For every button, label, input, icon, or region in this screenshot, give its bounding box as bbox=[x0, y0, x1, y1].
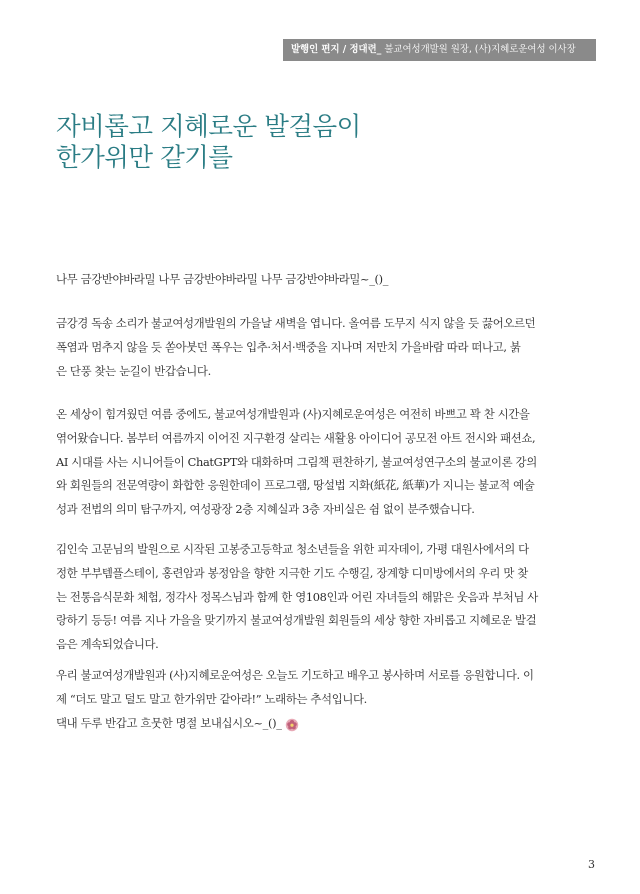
title-line-1: 자비롭고 지혜로운 발걸음이 bbox=[56, 112, 361, 142]
paragraph-line: 제 “더도 말고 덜도 말고 한가위만 같아라!” 노래하는 추석입니다. bbox=[56, 691, 367, 706]
paragraph-line: 음은 계속되었습니다. bbox=[56, 637, 159, 652]
publisher-label: 발행인 편지 / 정대련_ bbox=[291, 44, 382, 55]
paragraph-line: 정한 부부템플스테이, 홍련암과 봉정암을 향한 지극한 기도 수행길, 장계향 디미방에서의 우리 맛 찾 bbox=[56, 565, 528, 580]
paragraph-line: 은 단풍 찾는 눈길이 반갑습니다. bbox=[56, 363, 211, 378]
paragraph-line: 나무 금강반야바라밀 나무 금강반야바라밀 나무 금강반야바라밀~_()_ bbox=[56, 272, 389, 286]
paragraph-5 bbox=[56, 664, 596, 735]
paragraph-line: 김인숙 고문님의 발원으로 시작된 고봉중고등학교 청소년들을 위한 피자데이, 가평 대원사에서의 다 bbox=[56, 542, 529, 556]
article-title bbox=[56, 112, 361, 174]
paragraph-line: 와 회원들의 전문역량이 화합한 응원한데이 프로그램, 땅설법 지화(紙花, 紙華)가 지니는 불교적 예술 bbox=[56, 478, 535, 493]
header-bar bbox=[283, 39, 596, 61]
paragraph-line: 온 세상이 힘겨웠던 여름 중에도, 불교여성개발원과 (사)지혜로운여성은 여전히 바쁘고 꽉 찬 시간을 bbox=[56, 407, 530, 421]
paragraph-1 bbox=[56, 268, 596, 292]
closing-line bbox=[56, 712, 596, 736]
paragraph-line: 폭염과 멈추지 않을 듯 쏟아붓던 폭우는 입추·처서·백중을 지나며 저만치 가을바람 따라 떠나고, 붉 bbox=[56, 339, 521, 354]
paragraph-line: 금강경 독송 소리가 불교여성개발원의 가을날 새벽을 엽니다. 올여름 도무지 식지 않을 듯 끓어오르던 bbox=[56, 316, 536, 330]
paragraph-3 bbox=[56, 403, 596, 522]
paragraph-line: 는 전통음식문화 체험, 정각사 정목스님과 함께 한 영108인과 어린 자녀들의 해맑은 웃음과 부처님 사 bbox=[56, 589, 538, 604]
title-line-2: 한가위만 같기를 bbox=[56, 143, 233, 173]
paragraph-line: AI 시대를 사는 시니어들이 ChatGPT와 대화하며 그림책 편찬하기, 불교여성연구소의 불교이론 강의 bbox=[56, 454, 537, 469]
lotus-flower-icon bbox=[285, 717, 299, 731]
page-number: 3 bbox=[588, 858, 595, 871]
paragraph-4 bbox=[56, 538, 596, 657]
paragraph-line: 랑하기 등등! 여름 지나 가을을 맞기까지 불교여성개발원 회원들의 세상 향한 자비롭고 지혜로운 발걸 bbox=[56, 613, 537, 628]
publisher-affiliation: 불교여성개발원 원장, (사)지혜로운여성 이사장 bbox=[381, 44, 576, 55]
paragraph-line: 우리 불교여성개발원과 (사)지혜로운여성은 오늘도 기도하고 배우고 봉사하며 서로를 응원합니다. 이 bbox=[56, 668, 534, 682]
paragraph-2 bbox=[56, 312, 596, 383]
paragraph-line: 성과 전법의 의미 탐구까지, 여성광장 2층 지혜실과 3층 자비실은 쉼 없이 분주했습니다. bbox=[56, 502, 475, 517]
closing-text: 댁내 두루 반갑고 흐뭇한 명절 보내십시오~_()_ bbox=[56, 715, 282, 730]
paragraph-line: 엮어왔습니다. 봄부터 여름까지 이어진 지구환경 살리는 새활용 아이디어 공모전 아트 전시와 패션쇼, bbox=[56, 430, 536, 445]
